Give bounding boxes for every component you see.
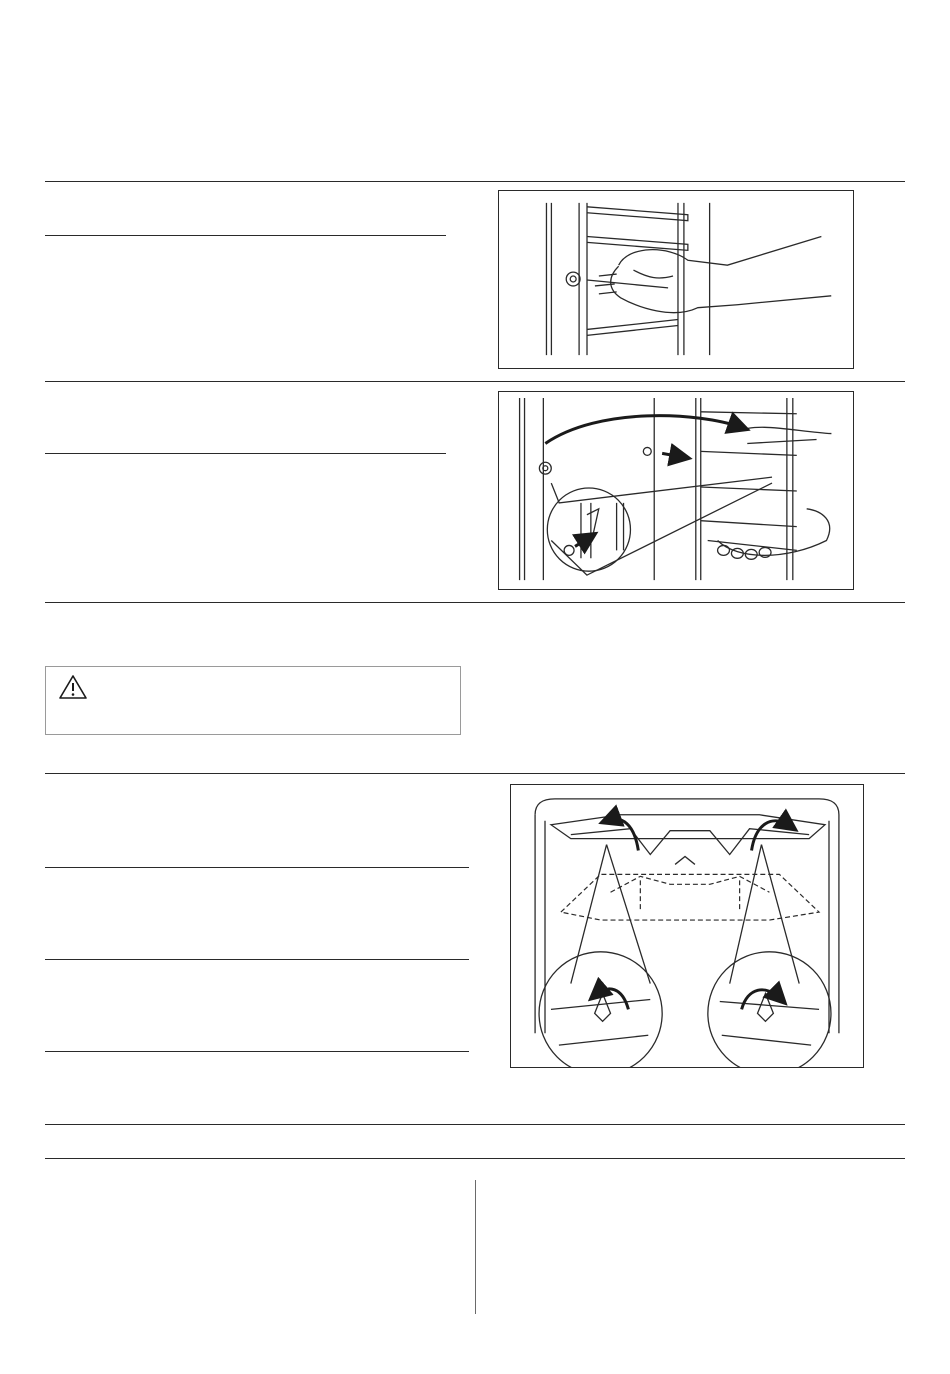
- section-divider: [45, 381, 905, 382]
- section-divider: [45, 1124, 905, 1125]
- section-divider: [45, 773, 905, 774]
- step-divider: [45, 959, 469, 960]
- warning-box: [45, 666, 461, 735]
- step-divider: [45, 1051, 469, 1052]
- step-divider: [45, 235, 446, 236]
- section-divider: [45, 1158, 905, 1159]
- column-divider: [475, 1180, 476, 1314]
- step-divider: [45, 867, 469, 868]
- figure-remove-shelf-support: [498, 190, 854, 369]
- step-divider: [45, 453, 446, 454]
- shelf-install-illustration: [499, 392, 853, 589]
- figure-heating-element: [510, 784, 864, 1068]
- heating-element-illustration: [511, 785, 863, 1067]
- section-divider: [45, 602, 905, 603]
- figure-install-shelf-support: [498, 391, 854, 590]
- shelf-removal-illustration: [499, 191, 853, 368]
- section-divider: [45, 181, 905, 182]
- warning-triangle-icon: [58, 674, 88, 700]
